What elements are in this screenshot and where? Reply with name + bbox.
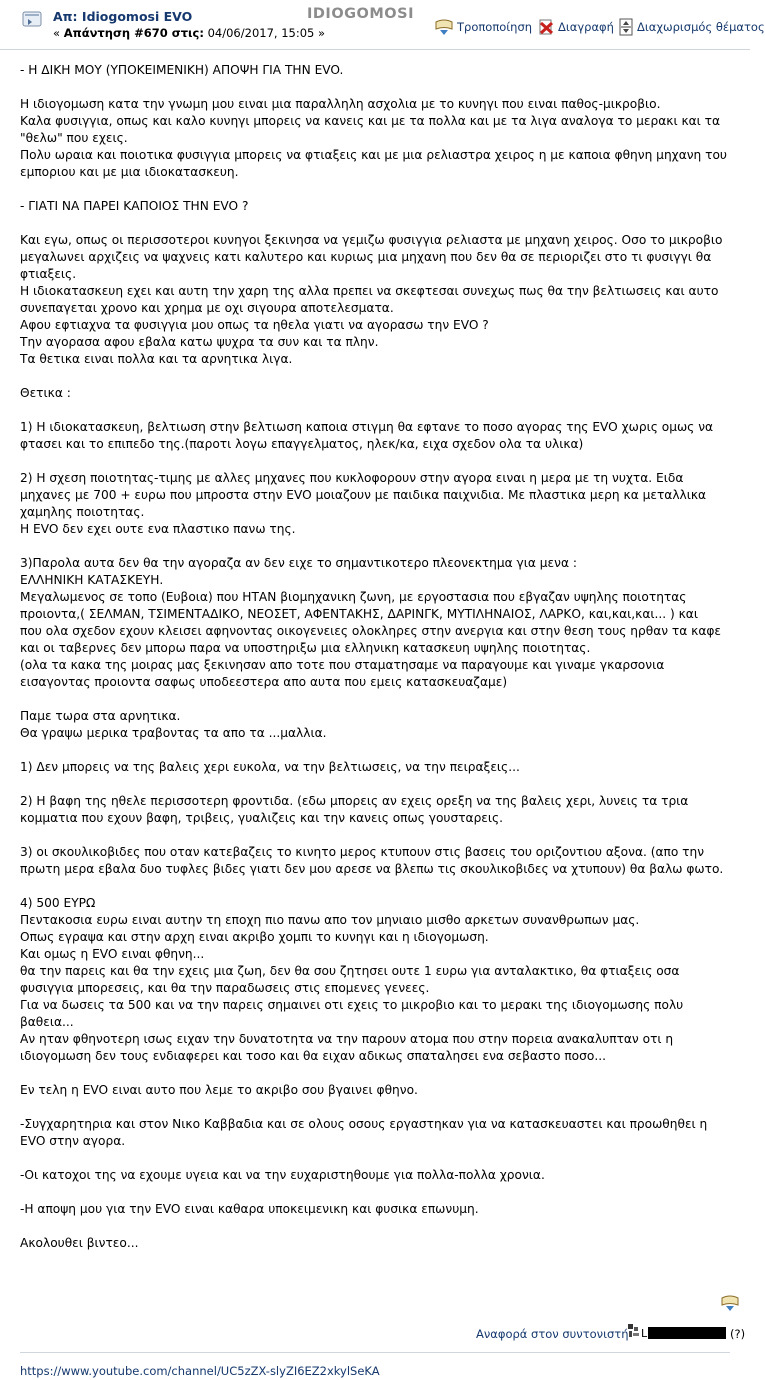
body-paragraph [20,470,728,538]
body-line: Και ομως η EVO ειναι φθηνη... [20,947,205,961]
body-line: που ολα σχεδον εχουν κλεισει αφηνοντας οικογενειες ολοκληρες στην ανεργια και στην θεση τους ηρθαν τα καφε [20,624,722,638]
body-paragraph [20,1116,728,1150]
body-line: ΕΛΛΗΝΙΚΗ ΚΑΤΑΣΚΕΥΗ. [20,573,164,587]
paragraph-gap [20,742,728,759]
body-paragraph [20,1167,728,1184]
body-line: ιδιογομωση δεν τους ενδιαφερει και τοσο και θα ειχαν αδικως σπαταλησει ενα σεβαστο ποσο... [20,1049,606,1063]
paragraph-gap [20,827,728,844]
body-line: μηχανες με 700 + ευρω που μπροστα στην EVO μοιαζουν με παιδικα παιχνιδια. Με πλαστικα μερη κα μεταλλικα [20,488,707,502]
body-paragraph [20,793,728,827]
paragraph-gap [20,878,728,895]
body-line: εμποριου και με μια ιδιοκατασκευη. [20,165,239,179]
body-line: θα την παρεις και θα την εχεις μια ζωη, δεν θα σου ζητησει ουτε 1 ευρω για ανταλακτικο, θα φτιαξεις οσα [20,964,680,978]
body-line: Θα γραψω μερικα τραβοντας τα απο τα ...μαλλια. [20,726,327,740]
board-title: IDIOGOMOSI [307,6,414,22]
paragraph-gap [20,1065,728,1082]
body-paragraph [20,419,728,453]
body-line: 3) οι σκουλικοβιδες που οταν κατεβαζεις το κινητο μερος κτυπουν στις βασεις του οριζοντιου αξονα. (απο την [20,845,705,859]
ip-icon [627,1323,641,1343]
body-line: 4) 500 ΕΥΡΩ [20,896,96,910]
post-subject[interactable] [53,9,192,24]
ip-help-link[interactable]: (?) [730,1327,746,1341]
body-line: Η EVO δεν εχει ουτε ενα πλαστικο πανω της. [20,522,296,536]
body-line: κομματια που εχουν βαφη, τριβεις, γυαλιζεις και την κανεις οπως γουσταρεις. [20,811,504,825]
reply-date: 04/06/2017, 15:05 [207,26,315,40]
body-line: Ακολουθει βιντεο... [20,1236,139,1250]
body-line: (ολα τα κακα της μοιρας μας ξεκινησαν απο τοτε που σταματησαμε να παραγουμε και γιναμε γκαρσονια [20,658,665,672]
post-icon [22,10,42,28]
paragraph-gap [20,181,728,198]
signature-divider [20,1352,730,1353]
reply-label: Απάντηση #670 στις: [63,26,204,40]
modify-label: Τροποποίηση [457,20,533,34]
body-line: Μεγαλωμενος σε τοπο (Ευβοια) που ΗΤΑΝ βιομηχανικη ζωνη, με εργοστασια που εβγαζαν υψηλης ποιοτητας [20,590,687,604]
body-line: -Οι κατοχοι της να εχουμε υγεια και να την ευχαριστηθουμε για πολλα-πολλα χρονια. [20,1168,545,1182]
paragraph-gap [20,776,728,793]
body-line: Και εγω, οπως οι περισσοτεροι κυνηγοι ξεκινησα να γεμιζω φυσιγγια ρελιαστα με μηχανη χειρος. Οσο το μικροβιο [20,233,723,247]
body-line: Πεντακοσια ευρω ειναι αυτην τη εποχη πιο πανω απο τον μηνιαιο μισθο αρκετων συνανθρωπων μας. [20,913,640,927]
body-line: 1) Δεν μπορεις να της βαλεις χερι ευκολα, να την βελτιωσεις, να την πειραξεις... [20,760,520,774]
reply-quote-open: « [53,26,61,40]
body-line: Η ιδιογομωση κατα την γνωμη μου ειναι μια παραλληλη ασχολια με το κυνηγι που ειναι παθος-μικροβιο. [20,97,661,111]
body-paragraph [20,232,728,368]
body-paragraph [20,1235,728,1252]
body-line: Τα θετικα ειναι πολλα και τα αρνητικα λιγα. [20,352,293,366]
body-paragraph [20,555,728,691]
delete-icon [537,18,555,36]
body-line: - ΓΙΑΤΙ ΝΑ ΠΑΡΕΙ ΚΑΠΟΙΟΣ ΤΗΝ EVO ? [20,199,249,213]
body-paragraph [20,844,728,878]
paragraph-gap [20,1184,728,1201]
subject-title[interactable]: Idiogomosi EVO [81,9,193,24]
reply-quote-close: » [318,26,326,40]
quick-reply-icon[interactable] [720,1294,740,1316]
body-line: φυσιγγια μπορεσεις, και θα την παραδωσεις στις επομενες γενεες. [20,981,430,995]
body-line: 1) Η ιδιοκατασκευη, βελτιωση στην βελτιωση καποια στιγμη θα εφτανε το ποσο αγορας της EVO χωρις ομως να [20,420,714,434]
body-line: φτιαξεις. [20,267,77,281]
body-paragraph [20,96,728,181]
body-line: Πολυ ωραια και ποιοτικα φυσιγγια μπορεις να φτιαξεις και με μια ρελιαστρα χειρος η με καποια φθηνη μηχανη του [20,148,727,162]
reply-info [53,26,325,40]
body-line: χαμηλης ποιοτητας. [20,505,145,519]
post-header [0,0,765,50]
paragraph-gap [20,691,728,708]
body-paragraph [20,385,728,402]
split-icon [618,18,634,36]
body-line: -Η αποψη μου για την EVO ειναι καθαρα υποκειμενικη και φυσικα επωνυμη. [20,1202,479,1216]
body-paragraph [20,198,728,215]
body-paragraph [20,895,728,1065]
split-label: Διαχωρισμός θέματος [637,20,765,34]
body-line: φτασει και το επιπεδο της.(παροτι λογω επαγγελματος, ηλεκ/κα, ειχα σχεδον ολα τα υλικα) [20,437,584,451]
body-line: 2) Η βαφη της ηθελε περισσοτερη φροντιδα. (εδω μπορεις αν εχεις ορεξη να της βαλεις χερι, λυνεις τα τρια [20,794,689,808]
paragraph-gap [20,79,728,96]
body-paragraph [20,62,728,79]
body-line: και οι ταβερνες δεν μπορω παρα να υποστηριξω μια ελληνικη κατασκευη υψηλης ποιοτητας. [20,641,591,655]
body-line: -Συγχαρητηρια και στον Νικο Καββαδια και σε ολους οσους εργαστηκαν για να κατασκευαστει και προωθηθει η [20,1117,708,1131]
body-line: πρωτη μερα εβαλα δυο τυφλες βιδες γιατι δεν μου αρεσε να βλεπω τις σκουλικοβιδες να χτυπουν) θα βαλω φωτο. [20,862,724,876]
body-paragraph [20,1082,728,1099]
delete-label: Διαγραφή [558,20,614,34]
ip-address-redacted [648,1327,726,1339]
paragraph-gap [20,538,728,555]
paragraph-gap [20,215,728,232]
body-line: βαθεια... [20,1015,74,1029]
signature-youtube-link[interactable]: https://www.youtube.com/channel/UC5zZX-slyZI6EZ2xkylSeKA [20,1364,380,1378]
body-line: μεγαλωνει αρχιζεις να ψαχνεις κατι καλυτερο και κυριως μια μηχανη που δεν θα σε περιοριζει στο τι φυσιγγι θα [20,250,712,264]
post-body [20,62,728,1252]
body-line: Εν τελη η EVO ειναι αυτο που λεμε το ακριβο σου βγαινει φθηνο. [20,1083,418,1097]
delete-button[interactable] [537,18,614,36]
paragraph-gap [20,1099,728,1116]
body-paragraph [20,708,728,742]
subject-prefix: Απ: [53,9,78,24]
body-line: προιοντα,( ΣΕΛΜΑΝ, ΤΣΙΜΕΝΤΑΔΙΚΟ, ΝΕΟΣΕΤ, ΑΦΕΝΤΑΚΗΣ, ΔΑΡΙΝΓΚ, ΜΥΤΙΛΗΝΑΙΟΣ, ΛΑΡΚΟ, και,και,και... ) και [20,607,698,621]
body-line: Καλα φυσιγγια, οπως και καλο κυνηγι μπορεις να κανεις και με τα πολλα και με τα λιγα αναλογα το μερακι και τα [20,114,721,128]
body-paragraph [20,1201,728,1218]
body-line: "θελω" που εχεις. [20,131,128,145]
body-line: Αν ηταν φθηνοτερη ισως ειχαν την δυνατοτητα να την παρουν ατομα που στην πορεια ανακαλυπταν οτι η [20,1032,674,1046]
body-line: συνεπαγεται χρονο και χρημα με οχι σιγουρα αποτελεσματα. [20,301,394,315]
split-topic-button[interactable] [618,18,765,36]
body-line: Παμε τωρα στα αρνητικα. [20,709,181,723]
modify-icon [434,18,454,36]
body-line: - Η ΔΙΚΗ ΜΟΥ (ΥΠΟΚΕΙΜΕΝΙΚΗ) ΑΠΟΨΗ ΓΙΑ ΤΗΝ EVO. [20,63,344,77]
body-line: Αφου εφτιαχνα τα φυσιγγια μου οπως τα ηθελα γιατι να αγορασω την EVO ? [20,318,489,332]
modify-button[interactable] [434,18,532,36]
header-divider [0,49,750,50]
paragraph-gap [20,402,728,419]
ip-prefix: L [641,1327,648,1340]
body-line: Η ιδιοκατασκευη εχει και αυτη την χαρη της αλλα πρεπει να σκεφτεσαι συνεχως πως θα την βελτιωσεις και αυτο [20,284,719,298]
body-line: Θετικα : [20,386,71,400]
body-line: εισαγοντας προιοντα σαφως υποδεεστερα απο αυτα που εμεις κατασκευαζαμε) [20,675,508,689]
body-line: Για να δωσεις τα 500 και να την παρεις σημαινει οτι εχεις το μικροβιο και το μερακι της ιδιογομωσης πολυ [20,998,684,1012]
body-line: EVO στην αγορα. [20,1134,126,1148]
paragraph-gap [20,1150,728,1167]
body-line: 2) Η σχεση ποιοτητας-τιμης με αλλες μηχανες που κυκλοφορουν στην αγορα ειναι η μερα με τη νυχτα. Ειδα [20,471,684,485]
paragraph-gap [20,1218,728,1235]
body-line: Την αγορασα αφου εβαλα κατω ψυχρα τα συν και τα πλην. [20,335,379,349]
body-line: 3)Παρολα αυτα δεν θα την αγοραζα αν δεν ειχε το σημαντικοτερο πλεονεκτημα για μενα : [20,556,577,570]
body-line: Οπως εγραψα και στην αρχη ειναι ακριβο χομπι το κυνηγι και η ιδιογομωση. [20,930,489,944]
body-paragraph [20,759,728,776]
paragraph-gap [20,453,728,470]
paragraph-gap [20,368,728,385]
report-to-moderator-link[interactable]: Αναφορά στον συντονιστή [476,1327,629,1341]
